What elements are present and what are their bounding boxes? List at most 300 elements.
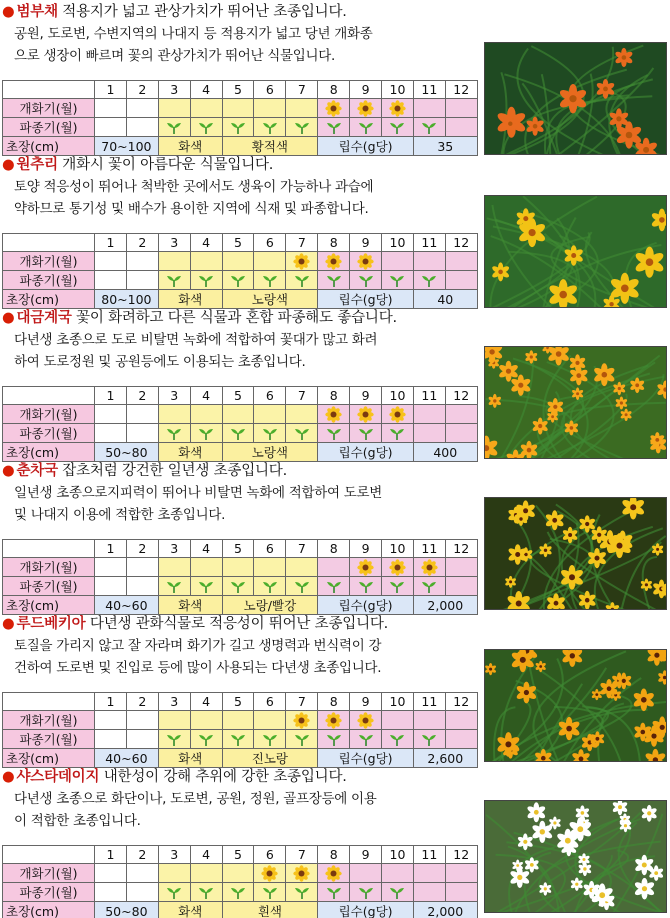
flower-icon <box>357 559 374 574</box>
flowering-cell <box>222 99 254 118</box>
sprout-icon <box>198 578 214 593</box>
month-header: 3 <box>158 693 190 711</box>
plant-name: 루드베키아 <box>16 616 86 632</box>
sowing-cell <box>95 883 127 902</box>
flowering-cell <box>158 711 190 730</box>
flowering-label: 개화기(월) <box>3 252 95 271</box>
flowering-cell <box>382 711 414 730</box>
sowing-label: 파종기(월) <box>3 577 95 596</box>
plant-schedule-table <box>2 233 478 309</box>
flowering-cell <box>350 711 382 730</box>
flowering-cell <box>222 405 254 424</box>
sprout-icon <box>198 425 214 440</box>
flowering-cell <box>318 711 350 730</box>
sprout-icon <box>166 119 182 134</box>
flowering-cell <box>350 558 382 577</box>
flowering-cell <box>286 711 318 730</box>
month-header: 4 <box>190 846 222 864</box>
month-header: 3 <box>158 81 190 99</box>
flowering-cell <box>95 558 127 577</box>
seed-value: 2,000 <box>413 596 477 615</box>
flowering-cell <box>158 864 190 883</box>
sowing-cell <box>382 118 414 137</box>
sprout-icon <box>358 578 374 593</box>
bullet-icon: ● <box>2 157 15 173</box>
sprout-icon <box>389 731 405 746</box>
height-value: 40~60 <box>95 749 159 768</box>
flowering-cell <box>158 405 190 424</box>
flowering-cell <box>445 864 477 883</box>
plant-description <box>14 635 479 679</box>
sowing-cell <box>318 577 350 596</box>
seed-value: 2,000 <box>413 902 477 918</box>
sowing-cell <box>286 883 318 902</box>
month-header: 7 <box>286 81 318 99</box>
flowering-cell <box>190 99 222 118</box>
sowing-cell <box>254 883 286 902</box>
sprout-icon <box>262 578 278 593</box>
seed-label: 립수(g당) <box>318 902 414 918</box>
plant-name: 대금계국 <box>16 310 72 326</box>
orange-spotted-lily-photo <box>484 42 667 155</box>
sowing-cell <box>190 424 222 443</box>
sowing-cell <box>95 271 127 290</box>
sprout-icon <box>389 578 405 593</box>
flowering-cell <box>95 99 127 118</box>
bullet-icon: ● <box>2 463 15 479</box>
sprout-icon <box>358 119 374 134</box>
sprout-icon <box>358 884 374 899</box>
flowering-label: 개화기(월) <box>3 864 95 883</box>
plant-summary: 꽃이 화려하고 다른 식물과 혼합 파종해도 좋습니다. <box>71 310 397 326</box>
sowing-cell <box>445 730 477 749</box>
flowering-cell <box>318 864 350 883</box>
flowering-cell <box>350 405 382 424</box>
description-line: 건하여 도로변 및 진입로 등에 많이 사용되는 다년생 초종입니다. <box>14 660 382 676</box>
sowing-cell <box>190 883 222 902</box>
plant-description <box>14 23 479 67</box>
flowering-cell <box>254 99 286 118</box>
month-header: 7 <box>286 693 318 711</box>
flowering-label: 개화기(월) <box>3 711 95 730</box>
flowering-cell <box>350 99 382 118</box>
corner-cell <box>3 234 95 252</box>
sowing-cell <box>413 883 445 902</box>
month-header: 6 <box>254 540 286 558</box>
month-header: 1 <box>95 540 127 558</box>
sprout-icon <box>230 884 246 899</box>
sprout-icon <box>262 731 278 746</box>
sowing-cell <box>286 577 318 596</box>
sowing-cell <box>318 271 350 290</box>
sowing-label: 파종기(월) <box>3 730 95 749</box>
flowering-cell <box>286 864 318 883</box>
description-line: 다년생 초종으로 화단이나, 도로변, 공원, 정원, 골프장등에 이용 <box>14 791 377 807</box>
flowering-cell <box>222 252 254 271</box>
month-header: 1 <box>95 387 127 405</box>
corner-cell <box>3 540 95 558</box>
flowering-cell <box>254 864 286 883</box>
month-header: 5 <box>222 846 254 864</box>
sprout-icon <box>421 731 437 746</box>
sprout-icon <box>294 884 310 899</box>
month-header: 11 <box>413 693 445 711</box>
month-header: 9 <box>350 81 382 99</box>
flowering-cell <box>222 711 254 730</box>
height-label: 초장(cm) <box>3 596 95 615</box>
flower-icon <box>261 865 278 880</box>
month-header: 5 <box>222 387 254 405</box>
sprout-icon <box>166 272 182 287</box>
flower-icon <box>293 865 310 880</box>
plant-schedule-table <box>2 845 478 918</box>
sowing-cell <box>318 118 350 137</box>
flower-icon <box>357 712 374 727</box>
month-header: 6 <box>254 81 286 99</box>
month-header: 10 <box>382 387 414 405</box>
month-header: 7 <box>286 846 318 864</box>
sowing-cell <box>413 730 445 749</box>
month-header: 2 <box>126 387 158 405</box>
sprout-icon <box>262 884 278 899</box>
plant-description <box>14 482 479 526</box>
flowering-cell <box>126 864 158 883</box>
sprout-icon <box>166 884 182 899</box>
sowing-cell <box>286 118 318 137</box>
sprout-icon <box>262 119 278 134</box>
flowering-cell <box>286 99 318 118</box>
bullet-icon: ● <box>2 4 15 20</box>
sowing-cell <box>158 577 190 596</box>
flowering-cell <box>413 252 445 271</box>
sprout-icon <box>326 425 342 440</box>
plant-schedule-table <box>2 80 478 156</box>
sprout-icon <box>230 578 246 593</box>
sowing-label: 파종기(월) <box>3 883 95 902</box>
sowing-label: 파종기(월) <box>3 271 95 290</box>
color-label: 화색 <box>158 443 222 462</box>
plant-schedule-table <box>2 692 478 768</box>
sprout-icon <box>294 731 310 746</box>
sowing-cell <box>158 424 190 443</box>
month-header: 11 <box>413 540 445 558</box>
month-header: 9 <box>350 846 382 864</box>
sowing-cell <box>445 118 477 137</box>
sowing-cell <box>190 271 222 290</box>
sowing-cell <box>95 118 127 137</box>
sprout-icon <box>358 272 374 287</box>
sowing-cell <box>222 271 254 290</box>
sprout-icon <box>262 272 278 287</box>
sowing-cell <box>286 271 318 290</box>
rudbeckia-photo <box>484 649 667 762</box>
sowing-cell <box>158 271 190 290</box>
sowing-cell <box>254 730 286 749</box>
sprout-icon <box>230 425 246 440</box>
sowing-cell <box>445 424 477 443</box>
seed-value: 40 <box>413 290 477 309</box>
plant-name: 샤스타데이지 <box>16 769 100 785</box>
flower-icon <box>389 559 406 574</box>
month-header: 11 <box>413 81 445 99</box>
flowering-cell <box>126 99 158 118</box>
flowering-cell <box>190 711 222 730</box>
flowering-label: 개화기(월) <box>3 558 95 577</box>
color-label: 화색 <box>158 902 222 918</box>
sprout-icon <box>166 731 182 746</box>
sowing-cell <box>286 730 318 749</box>
sowing-cell <box>126 424 158 443</box>
month-header: 6 <box>254 846 286 864</box>
corner-cell <box>3 846 95 864</box>
description-line: 토양 적응성이 뛰어나 척박한 곳에서도 생육이 가능하나 과습에 <box>14 179 374 195</box>
month-header: 9 <box>350 540 382 558</box>
flowering-cell <box>190 864 222 883</box>
plant-description <box>14 329 479 373</box>
seed-value: 2,600 <box>413 749 477 768</box>
sprout-icon <box>198 272 214 287</box>
height-value: 50~80 <box>95 902 159 918</box>
flowering-cell <box>318 558 350 577</box>
flower-icon <box>357 406 374 421</box>
description-line: 토질을 가리지 않고 잘 자라며 화기가 길고 생명력과 번식력이 강 <box>14 638 382 654</box>
sowing-cell <box>413 118 445 137</box>
sowing-cell <box>126 883 158 902</box>
month-header: 2 <box>126 81 158 99</box>
sowing-cell <box>382 730 414 749</box>
flowering-cell <box>95 252 127 271</box>
description-line: 공원, 도로변, 수변지역의 나대지 등 적용지가 넓고 당년 개화종 <box>14 26 373 42</box>
month-header: 11 <box>413 846 445 864</box>
sprout-icon <box>294 272 310 287</box>
month-header: 2 <box>126 693 158 711</box>
flower-icon <box>325 865 342 880</box>
month-header: 1 <box>95 693 127 711</box>
sowing-cell <box>318 424 350 443</box>
month-header: 5 <box>222 234 254 252</box>
bullet-icon: ● <box>2 616 15 632</box>
sprout-icon <box>326 731 342 746</box>
color-value: 흰색 <box>222 902 318 918</box>
sprout-icon <box>389 272 405 287</box>
height-value: 40~60 <box>95 596 159 615</box>
flowering-cell <box>126 711 158 730</box>
height-value: 70~100 <box>95 137 159 156</box>
corner-cell <box>3 387 95 405</box>
seed-label: 립수(g당) <box>318 290 414 309</box>
sprout-icon <box>358 425 374 440</box>
sowing-cell <box>254 577 286 596</box>
sprout-icon <box>166 425 182 440</box>
color-label: 화색 <box>158 290 222 309</box>
sprout-icon <box>294 425 310 440</box>
sowing-cell <box>126 271 158 290</box>
month-header: 10 <box>382 693 414 711</box>
month-header: 1 <box>95 846 127 864</box>
sprout-icon <box>326 884 342 899</box>
seed-label: 립수(g당) <box>318 443 414 462</box>
flowering-cell <box>445 711 477 730</box>
sprout-icon <box>262 425 278 440</box>
flowering-cell <box>190 252 222 271</box>
flowering-cell <box>445 252 477 271</box>
sowing-cell <box>382 424 414 443</box>
month-header: 8 <box>318 693 350 711</box>
flowering-cell <box>413 711 445 730</box>
month-header: 8 <box>318 234 350 252</box>
sowing-cell <box>190 577 222 596</box>
sowing-cell <box>126 118 158 137</box>
flowering-label: 개화기(월) <box>3 405 95 424</box>
height-label: 초장(cm) <box>3 443 95 462</box>
sowing-cell <box>318 883 350 902</box>
month-header: 2 <box>126 234 158 252</box>
flower-icon <box>325 253 342 268</box>
month-header: 10 <box>382 81 414 99</box>
height-value: 80~100 <box>95 290 159 309</box>
bullet-icon: ● <box>2 310 15 326</box>
month-header: 12 <box>445 846 477 864</box>
red-yellow-coreopsis-photo <box>484 497 667 610</box>
flowering-cell <box>158 252 190 271</box>
sowing-cell <box>158 730 190 749</box>
sprout-icon <box>198 119 214 134</box>
sowing-cell <box>382 577 414 596</box>
color-value: 노랑색 <box>222 290 318 309</box>
sprout-icon <box>421 272 437 287</box>
flowering-cell <box>382 405 414 424</box>
height-value: 50~80 <box>95 443 159 462</box>
flowering-cell <box>126 558 158 577</box>
color-label: 화색 <box>158 749 222 768</box>
sowing-cell <box>382 271 414 290</box>
month-header: 11 <box>413 387 445 405</box>
height-label: 초장(cm) <box>3 290 95 309</box>
sowing-cell <box>350 730 382 749</box>
sowing-label: 파종기(월) <box>3 424 95 443</box>
flowering-cell <box>254 252 286 271</box>
month-header: 12 <box>445 234 477 252</box>
description-line: 일년생 초종으로지피력이 뛰어나 비탈면 녹화에 적합하여 도로변 <box>14 485 382 501</box>
sowing-cell <box>350 424 382 443</box>
sowing-cell <box>445 271 477 290</box>
flowering-cell <box>254 711 286 730</box>
description-line: 하여 도로정원 및 공원등에도 이용되는 초종입니다. <box>14 354 306 370</box>
sprout-icon <box>389 425 405 440</box>
flowering-cell <box>126 252 158 271</box>
shasta-daisy-photo <box>484 800 667 913</box>
seed-label: 립수(g당) <box>318 749 414 768</box>
flowering-cell <box>445 405 477 424</box>
flowering-cell <box>126 405 158 424</box>
plant-summary: 적용지가 넓고 관상가치가 뛰어난 초종입니다. <box>57 4 347 20</box>
sowing-cell <box>222 730 254 749</box>
flowering-cell <box>158 99 190 118</box>
plant-heading <box>2 461 287 481</box>
color-value: 황적색 <box>222 137 318 156</box>
month-header: 12 <box>445 540 477 558</box>
month-header: 4 <box>190 540 222 558</box>
corner-cell <box>3 81 95 99</box>
flower-icon <box>325 100 342 115</box>
flower-icon <box>357 100 374 115</box>
month-header: 6 <box>254 387 286 405</box>
plant-heading <box>2 155 273 175</box>
month-header: 4 <box>190 693 222 711</box>
sowing-cell <box>254 118 286 137</box>
seed-label: 립수(g당) <box>318 596 414 615</box>
sprout-icon <box>166 578 182 593</box>
month-header: 9 <box>350 234 382 252</box>
sowing-cell <box>350 118 382 137</box>
flowering-cell <box>286 405 318 424</box>
sowing-cell <box>222 577 254 596</box>
height-label: 초장(cm) <box>3 137 95 156</box>
month-header: 12 <box>445 693 477 711</box>
description-line: 다년생 초종으로 도로 비탈면 녹화에 적합하여 꽃대가 많고 화려 <box>14 332 378 348</box>
seed-value: 35 <box>413 137 477 156</box>
plant-schedule-table <box>2 539 478 615</box>
sowing-cell <box>222 118 254 137</box>
seed-value: 400 <box>413 443 477 462</box>
sprout-icon <box>198 731 214 746</box>
flower-icon <box>389 100 406 115</box>
month-header: 10 <box>382 234 414 252</box>
flowering-cell <box>254 405 286 424</box>
description-line: 으로 생장이 빠르며 꽃의 관상가치가 뛰어난 식물입니다. <box>14 48 335 64</box>
sowing-cell <box>350 883 382 902</box>
corner-cell <box>3 693 95 711</box>
flowering-cell <box>382 864 414 883</box>
sprout-icon <box>230 272 246 287</box>
month-header: 11 <box>413 234 445 252</box>
sprout-icon <box>230 119 246 134</box>
month-header: 12 <box>445 387 477 405</box>
month-header: 8 <box>318 81 350 99</box>
flowering-cell <box>222 864 254 883</box>
plant-name: 원추리 <box>16 157 58 173</box>
month-header: 2 <box>126 540 158 558</box>
flowering-cell <box>413 558 445 577</box>
plant-summary: 잡초처럼 강건한 일년생 초종입니다. <box>57 463 288 479</box>
flowering-cell <box>286 252 318 271</box>
plant-heading <box>2 767 347 787</box>
flowering-cell <box>286 558 318 577</box>
color-value: 진노랑 <box>222 749 318 768</box>
flowering-cell <box>158 558 190 577</box>
flower-icon <box>389 406 406 421</box>
flower-icon <box>325 712 342 727</box>
month-header: 4 <box>190 81 222 99</box>
flower-icon <box>357 253 374 268</box>
plant-name: 춘차국 <box>16 463 58 479</box>
plant-summary: 내한성이 강해 추위에 강한 초종입니다. <box>99 769 347 785</box>
flowering-cell <box>350 864 382 883</box>
plant-summary: 다년생 관화식물로 적응성이 뛰어난 초종입니다. <box>85 616 389 632</box>
flower-icon <box>421 559 438 574</box>
month-header: 7 <box>286 540 318 558</box>
flowering-cell <box>190 558 222 577</box>
month-header: 3 <box>158 846 190 864</box>
plant-heading <box>2 308 397 328</box>
sprout-icon <box>389 884 405 899</box>
flower-icon <box>293 712 310 727</box>
flowering-label: 개화기(월) <box>3 99 95 118</box>
month-header: 9 <box>350 387 382 405</box>
month-header: 2 <box>126 846 158 864</box>
month-header: 12 <box>445 81 477 99</box>
plant-description <box>14 176 479 220</box>
